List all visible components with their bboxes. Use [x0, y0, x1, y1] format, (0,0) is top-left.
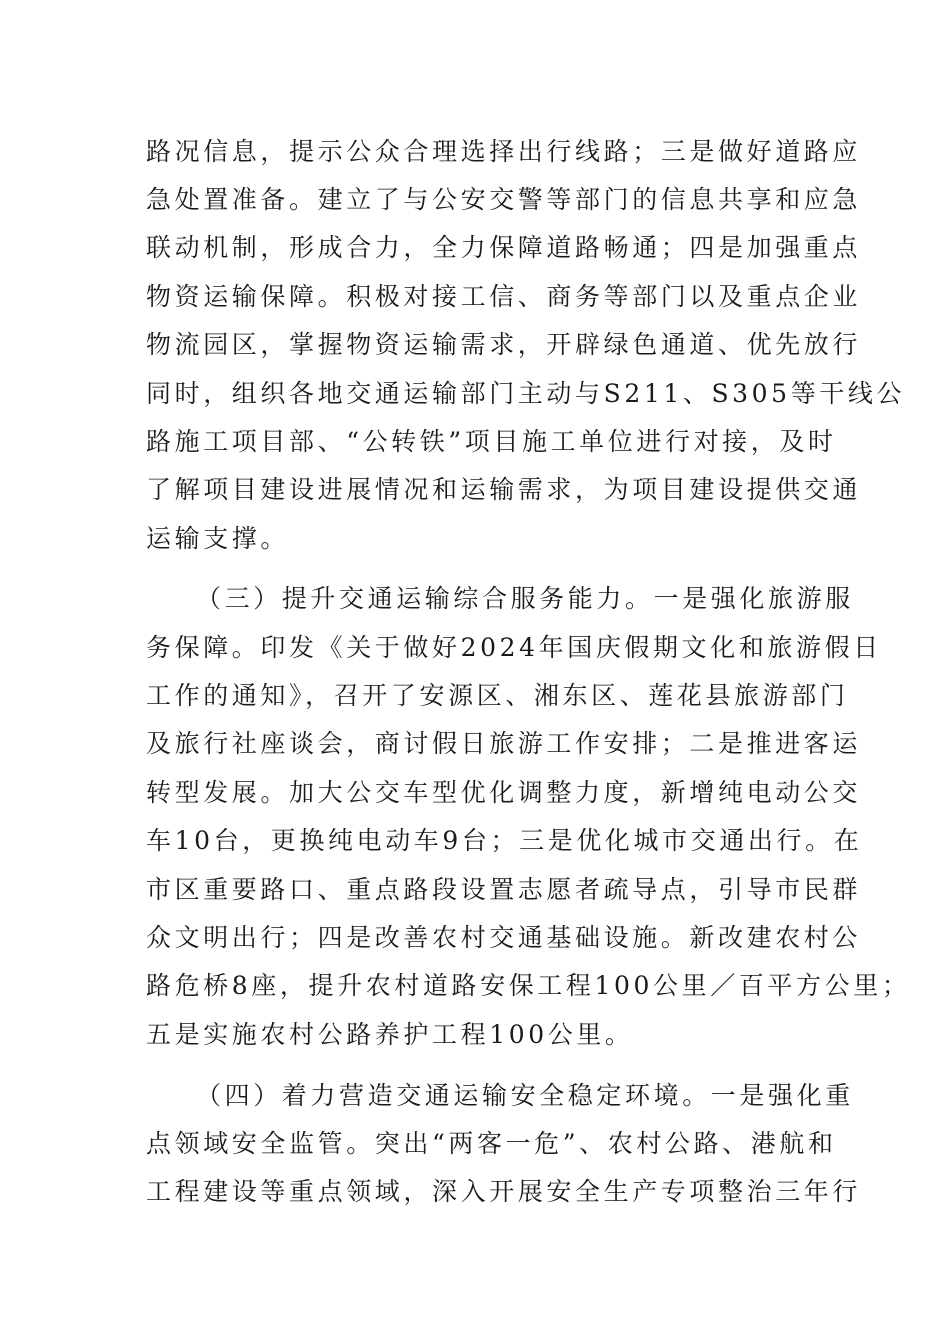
text-line: 物资运输保障。积极对接工信、商务等部门以及重点企业 — [146, 282, 862, 311]
section-heading-line: （四）着力营造交通运输安全稳定环境。一是强化重 — [196, 1081, 854, 1110]
text-line: 转型发展。加大公交车型优化调整力度，新增纯电动公交 — [146, 778, 862, 807]
text-line: 路施工项目部、“公转铁”项目施工单位进行对接，及时 — [146, 427, 837, 456]
text-line: 点领域安全监管。突出“两客一危”、农村公路、港航和 — [146, 1129, 837, 1158]
text-line: 众文明出行；四是改善农村交通基础设施。新改建农村公 — [146, 923, 862, 952]
text-line: 五是实施农村公路养护工程100公里。 — [146, 1020, 634, 1049]
text-line: 车10台，更换纯电动车9台；三是优化城市交通出行。在 — [146, 826, 863, 855]
text-line: 工作的通知》，召开了安源区、湘东区、莲花县旅游部门 — [146, 681, 849, 710]
text-line: 了解项目建设进展情况和运输需求，为项目建设提供交通 — [146, 475, 862, 504]
text-line: 联动机制，形成合力，全力保障道路畅通；四是加强重点 — [146, 233, 862, 262]
text-line: 路况信息，提示公众合理选择出行线路；三是做好道路应 — [146, 137, 862, 166]
text-line: 工程建设等重点领域，深入开展安全生产专项整治三年行 — [146, 1177, 862, 1206]
text-line: 路危桥8座，提升农村道路安保工程100公里／百平方公里； — [146, 971, 911, 1000]
text-line: 急处置准备。建立了与公安交警等部门的信息共享和应急 — [146, 185, 862, 214]
text-line: 运输支撑。 — [146, 524, 290, 553]
text-line: 物流园区，掌握物资运输需求，开辟绿色通道、优先放行 — [146, 330, 862, 359]
text-line: 同时，组织各地交通运输部门主动与S211、S305等干线公 — [146, 379, 906, 408]
text-line: 及旅行社座谈会，商讨假日旅游工作安排；二是推进客运 — [146, 729, 862, 758]
text-line: 务保障。印发《关于做好2024年国庆假期文化和旅游假日 — [146, 633, 882, 662]
text-line: 市区重要路口、重点路段设置志愿者疏导点，引导市民群 — [146, 875, 862, 904]
section-heading-line: （三）提升交通运输综合服务能力。一是强化旅游服 — [196, 584, 854, 613]
